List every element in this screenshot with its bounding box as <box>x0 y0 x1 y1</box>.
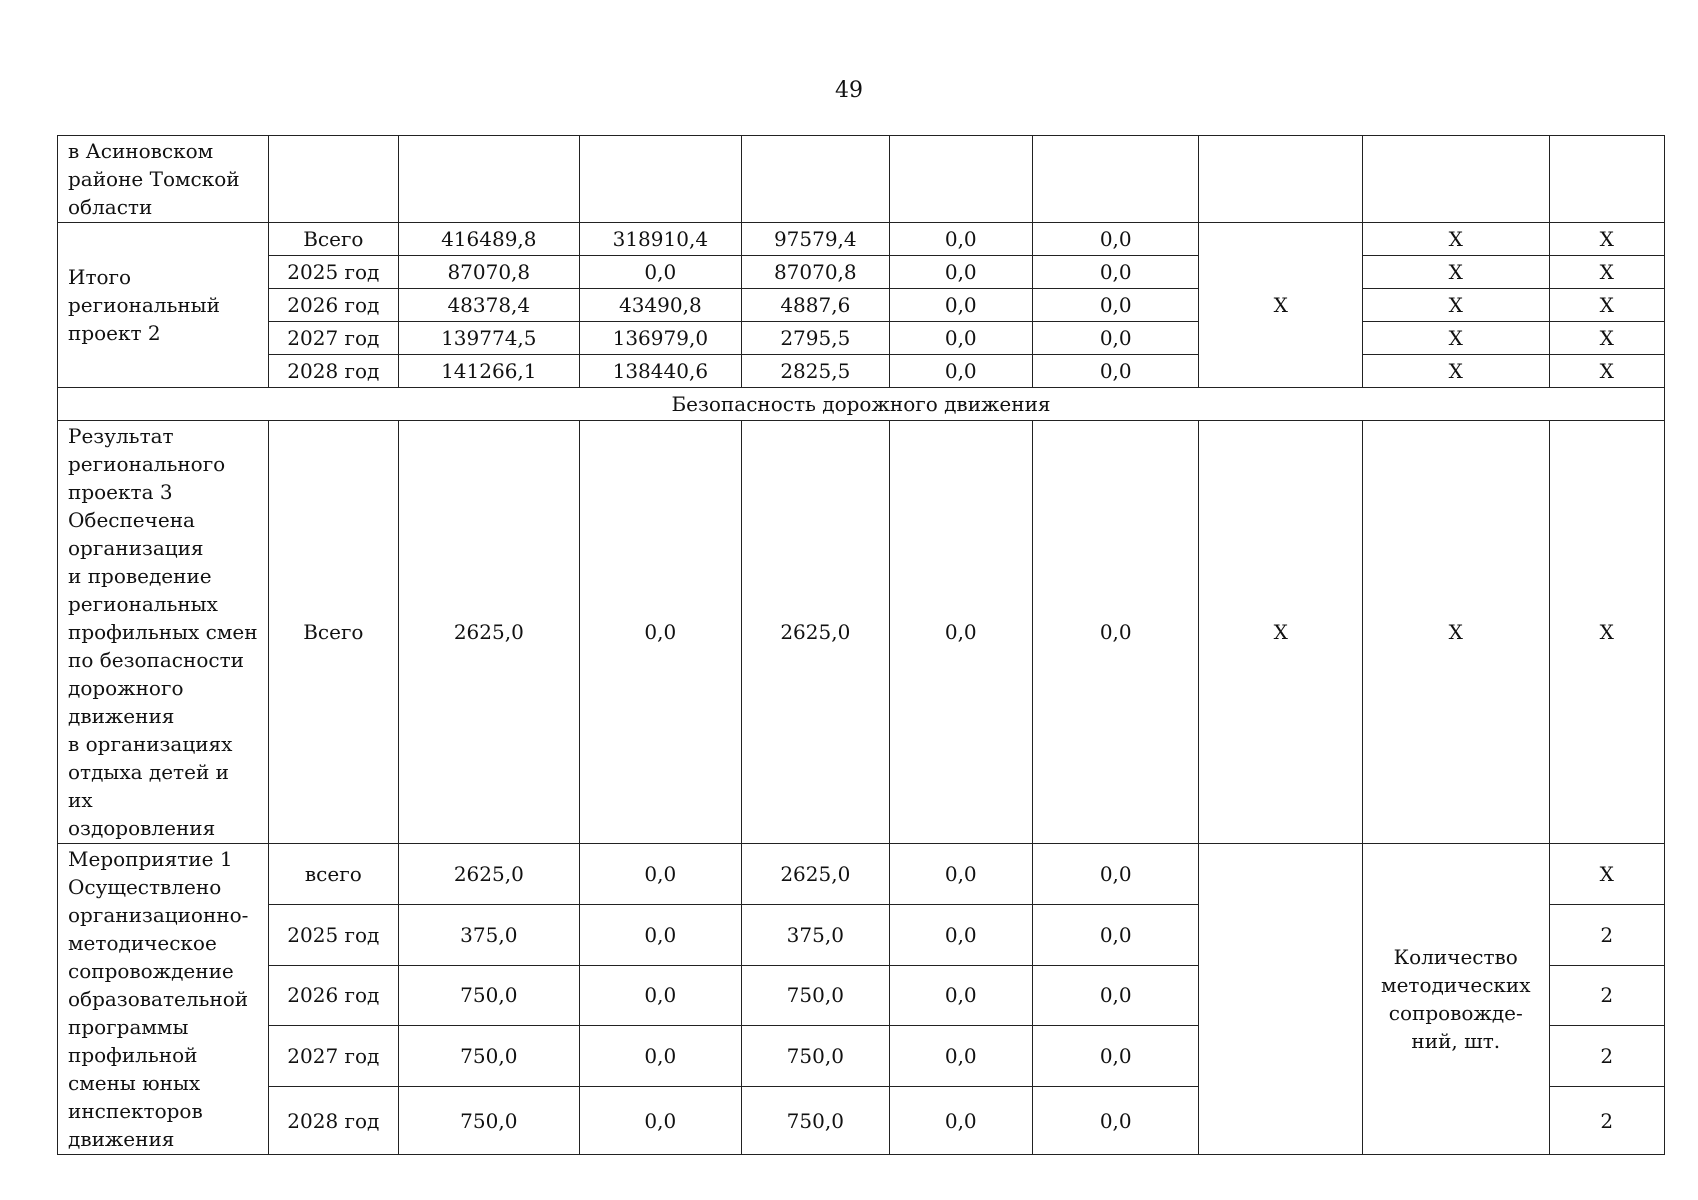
value-cell: 318910,4 <box>579 223 742 256</box>
value-cell: 0,0 <box>889 421 1032 844</box>
value-cell: 0,0 <box>889 904 1032 965</box>
value-cell: 2795,5 <box>742 322 889 355</box>
value-cell: 48378,4 <box>399 289 580 322</box>
x-cell: Х <box>1549 256 1664 289</box>
value-cell: 87070,8 <box>742 256 889 289</box>
value-cell: 0,0 <box>579 256 742 289</box>
period-cell: Всего <box>268 421 398 844</box>
value-cell: 0,0 <box>1032 904 1199 965</box>
x-cell: Х <box>1362 355 1549 388</box>
period-cell: 2025 год <box>268 256 398 289</box>
value-cell: 0,0 <box>889 844 1032 905</box>
section-row <box>58 388 1665 421</box>
value-cell: 0,0 <box>579 421 742 844</box>
indicator-value: 2 <box>1549 1087 1664 1155</box>
value-cell: 2625,0 <box>399 844 580 905</box>
value-cell: 0,0 <box>1032 223 1199 256</box>
cell <box>1032 136 1199 223</box>
result-row <box>58 421 1665 844</box>
value-cell: 750,0 <box>399 1087 580 1155</box>
x-cell: Х <box>1549 355 1664 388</box>
value-cell: 0,0 <box>889 289 1032 322</box>
value-cell: 141266,1 <box>399 355 580 388</box>
value-cell: 750,0 <box>399 1026 580 1087</box>
period-cell: 2027 год <box>268 322 398 355</box>
value-cell: 0,0 <box>1032 289 1199 322</box>
cell <box>1549 136 1664 223</box>
value-cell: 0,0 <box>1032 322 1199 355</box>
value-cell: 2625,0 <box>399 421 580 844</box>
activity-name: Мероприятие 1 Осуществлено организационно- методическое сопровождение образовательной программы профильной смены юных инспекторов движения <box>58 844 269 1155</box>
value-cell: 750,0 <box>742 1026 889 1087</box>
value-cell: 0,0 <box>1032 1026 1199 1087</box>
x-cell: Х <box>1549 223 1664 256</box>
value-cell: 0,0 <box>1032 256 1199 289</box>
indicator-name: Количество методических сопровожде- ний, шт. <box>1362 844 1549 1155</box>
value-cell: 97579,4 <box>742 223 889 256</box>
x-cell: Х <box>1362 322 1549 355</box>
period-cell: 2026 год <box>268 289 398 322</box>
table-row <box>58 256 1665 289</box>
value-cell: 0,0 <box>1032 355 1199 388</box>
value-cell: 0,0 <box>889 223 1032 256</box>
cell <box>579 136 742 223</box>
cell <box>1362 136 1549 223</box>
value-cell: 0,0 <box>1032 844 1199 905</box>
value-cell: 138440,6 <box>579 355 742 388</box>
value-cell: 0,0 <box>889 355 1032 388</box>
value-cell: 4887,6 <box>742 289 889 322</box>
value-cell: 139774,5 <box>399 322 580 355</box>
value-cell: 375,0 <box>742 904 889 965</box>
total-project-name: Итого региональный проект 2 <box>58 223 269 388</box>
continued-name: в Асиновском районе Томской области <box>58 136 269 223</box>
value-cell: 416489,8 <box>399 223 580 256</box>
x-cell: Х <box>1549 322 1664 355</box>
result-name: Результат регионального проекта 3 Обеспечена организация и проведение региональных профильных смен по безопасности дорожного движения в организациях отдыха детей и их оздоровления <box>58 421 269 844</box>
value-cell: 0,0 <box>1032 1087 1199 1155</box>
x-cell: Х <box>1362 256 1549 289</box>
value-cell: 0,0 <box>579 844 742 905</box>
merged-x-cell: Х <box>1199 223 1363 388</box>
table-row <box>58 322 1665 355</box>
period-cell: 2026 год <box>268 965 398 1026</box>
value-cell: 750,0 <box>742 965 889 1026</box>
value-cell: 0,0 <box>889 1026 1032 1087</box>
value-cell: 2825,5 <box>742 355 889 388</box>
value-cell: 136979,0 <box>579 322 742 355</box>
table-row <box>58 289 1665 322</box>
period-cell: 2028 год <box>268 1087 398 1155</box>
value-cell: 0,0 <box>1032 421 1199 844</box>
value-cell: 750,0 <box>399 965 580 1026</box>
financing-table <box>57 135 1665 1155</box>
table-row <box>58 223 1665 256</box>
period-cell: всего <box>268 844 398 905</box>
value-cell: 2625,0 <box>742 844 889 905</box>
value-cell: 750,0 <box>742 1087 889 1155</box>
table-row <box>58 844 1665 905</box>
value-cell: 2625,0 <box>742 421 889 844</box>
x-cell: Х <box>1549 289 1664 322</box>
value-cell: 0,0 <box>579 1026 742 1087</box>
value-cell: 0,0 <box>889 322 1032 355</box>
value-cell: 87070,8 <box>399 256 580 289</box>
section-title: Безопасность дорожного движения <box>58 388 1665 421</box>
value-cell: 375,0 <box>399 904 580 965</box>
cell <box>742 136 889 223</box>
empty-merged-cell <box>1199 844 1363 1155</box>
period-cell: Всего <box>268 223 398 256</box>
value-cell: 0,0 <box>889 965 1032 1026</box>
indicator-value: 2 <box>1549 965 1664 1026</box>
x-cell: Х <box>1362 421 1549 844</box>
x-cell: Х <box>1362 289 1549 322</box>
indicator-value: Х <box>1549 844 1664 905</box>
x-cell: Х <box>1199 421 1363 844</box>
indicator-value: 2 <box>1549 1026 1664 1087</box>
value-cell: 0,0 <box>889 1087 1032 1155</box>
x-cell: Х <box>1549 421 1664 844</box>
x-cell: Х <box>1362 223 1549 256</box>
value-cell: 0,0 <box>579 904 742 965</box>
period-cell: 2025 год <box>268 904 398 965</box>
page-number: 49 <box>835 78 863 103</box>
cell <box>1199 136 1363 223</box>
continued-row <box>58 136 1665 223</box>
value-cell: 0,0 <box>1032 965 1199 1026</box>
period-cell: 2027 год <box>268 1026 398 1087</box>
value-cell: 0,0 <box>579 965 742 1026</box>
value-cell: 0,0 <box>579 1087 742 1155</box>
cell <box>889 136 1032 223</box>
table-row <box>58 355 1665 388</box>
cell <box>399 136 580 223</box>
cell <box>268 136 398 223</box>
period-cell: 2028 год <box>268 355 398 388</box>
value-cell: 0,0 <box>889 256 1032 289</box>
value-cell: 43490,8 <box>579 289 742 322</box>
indicator-value: 2 <box>1549 904 1664 965</box>
